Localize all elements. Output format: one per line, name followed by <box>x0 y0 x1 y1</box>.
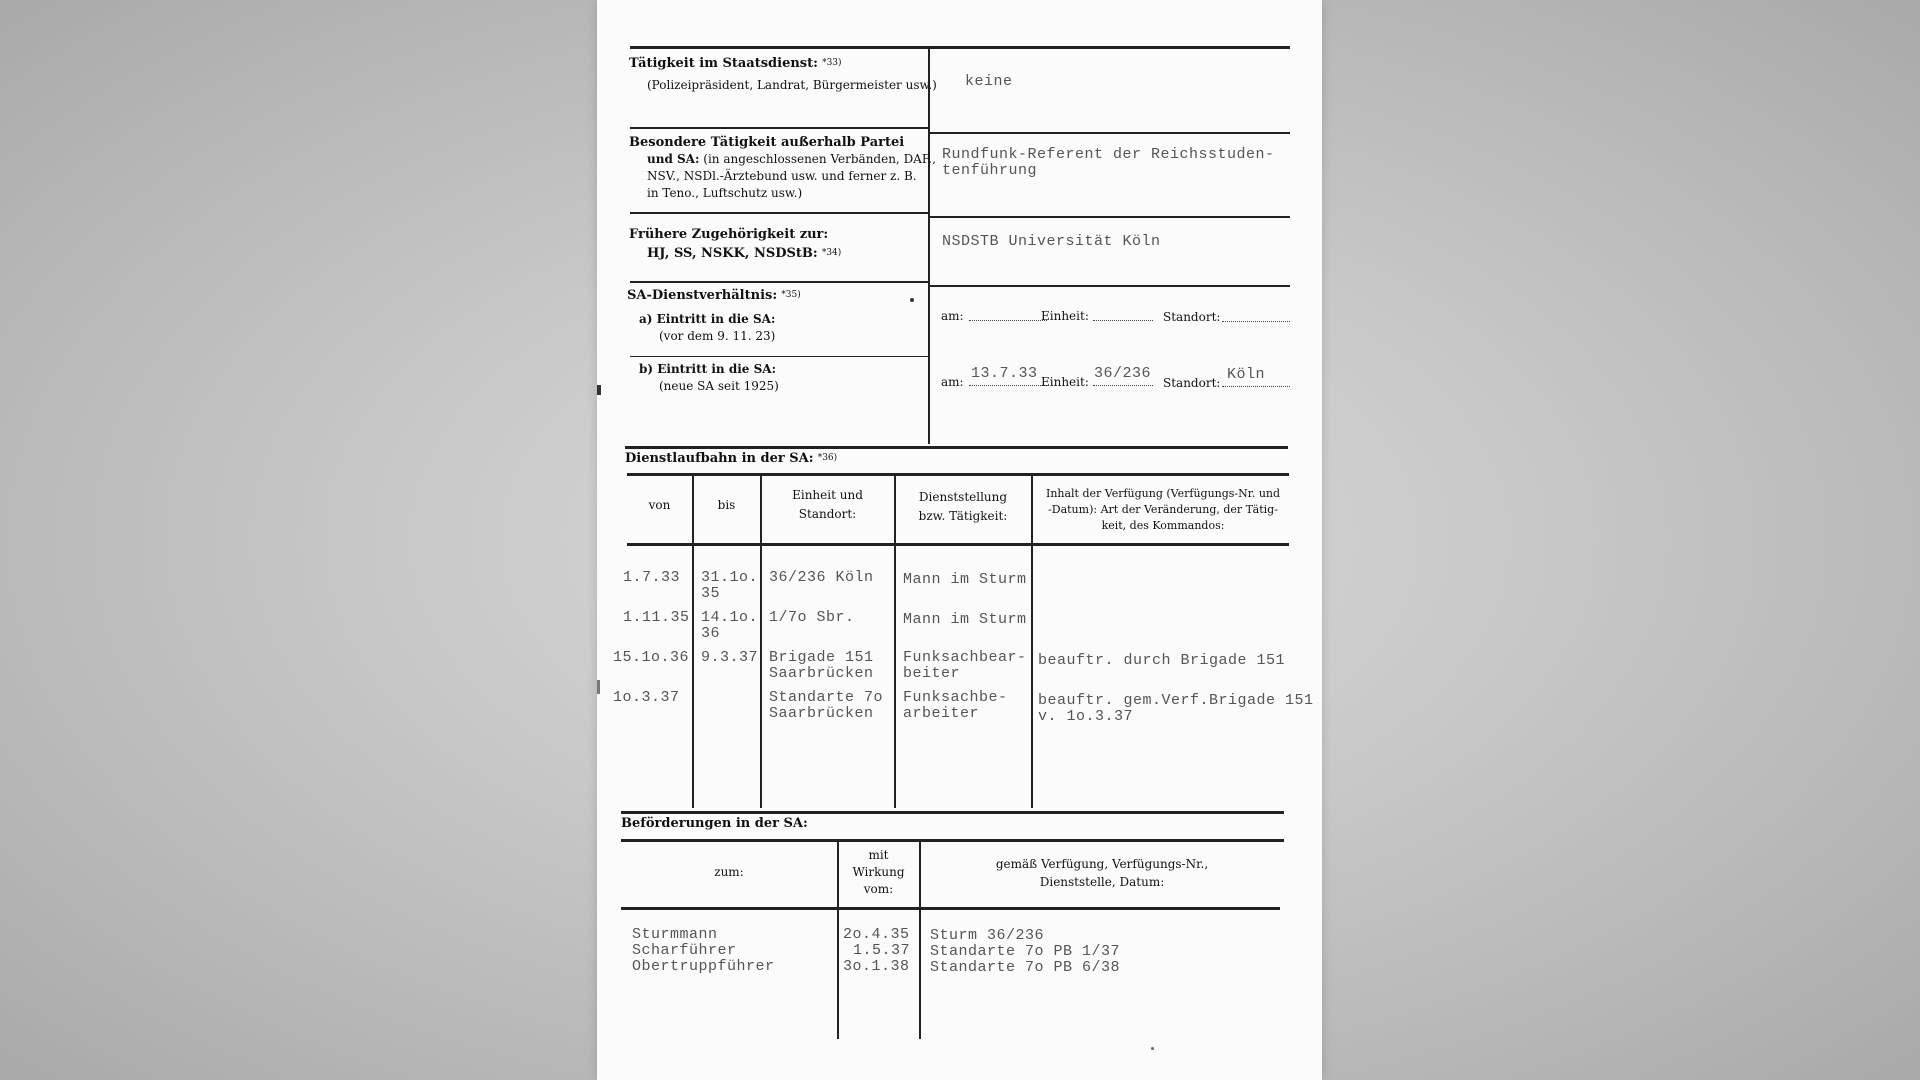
rule <box>928 216 1290 218</box>
cell-verf: Standarte 7o PB 1/37 <box>930 943 1121 960</box>
header-mit-2: Wirkung <box>852 865 905 879</box>
fruehere-value: NSDSTB Universität Köln <box>942 233 1161 250</box>
fruehere-label-2: HJ, SS, NSKK, NSDStB: $^{*34)}$ <box>647 246 842 261</box>
cell-dienst: Mann im Sturm <box>903 571 1027 588</box>
col-rule <box>1031 473 1033 808</box>
header-von: von <box>648 498 671 512</box>
befoerderungen-header-rule <box>621 907 1280 910</box>
header-inhalt-1: Inhalt der Verfügung (Verfügungs-Nr. und <box>1045 487 1281 500</box>
header-zum: zum: <box>714 865 744 879</box>
cell-zum: Obertruppführer <box>632 958 775 975</box>
header-mit-1: mit <box>868 848 889 862</box>
cell-einheit: 36/236 Köln <box>769 569 874 586</box>
fruehere-label: Frühere Zugehörigkeit zur: <box>629 227 829 242</box>
cell-von: 1.11.35 <box>623 609 690 626</box>
sa-a-standort-line <box>1222 321 1290 322</box>
sa-b-standort-value: Köln <box>1227 366 1266 383</box>
sa-a-label: a) Eintritt in die SA: <box>639 312 776 326</box>
binder-mark <box>597 385 601 395</box>
cell-verf: Sturm 36/236 <box>930 927 1045 944</box>
rule <box>928 285 1290 287</box>
sa-a-am-label: am: <box>941 309 964 323</box>
rule <box>630 127 928 129</box>
col-rule <box>760 473 762 808</box>
header-einheit-1: Einheit und <box>792 488 863 502</box>
besondere-sub1: und SA: (in angeschlossenen Verbänden, DAF., <box>647 152 936 166</box>
rule <box>928 132 1290 134</box>
sa-b-sub: (neue SA seit 1925) <box>659 379 779 393</box>
cell-bis: 31.1o. 35 <box>701 569 759 602</box>
main-divider <box>928 46 930 444</box>
besondere-value-2: tenführung <box>942 162 1038 179</box>
binder-mark <box>597 680 600 694</box>
cell-von: 1.7.33 <box>623 569 681 586</box>
laufbahn-top-rule <box>627 473 1289 476</box>
besondere-sub3: in Teno., Luftschutz usw.) <box>647 186 803 200</box>
besondere-sub2: NSV., NSDl.-Ärztebund usw. und ferner z. B. <box>647 169 917 183</box>
top-rule <box>630 46 1290 49</box>
cell-datum: 3o.1.38 <box>843 958 910 975</box>
sa-b-am-line <box>969 385 1047 386</box>
ink-dot <box>910 298 914 302</box>
cell-bis: 14.1o. 36 <box>701 609 759 642</box>
sa-b-am-label: am: <box>941 375 964 389</box>
cell-inhalt: beauftr. durch Brigade 151 <box>1038 652 1286 669</box>
staatsdienst-value: keine <box>965 73 1013 90</box>
sa-a-sub: (vor dem 9. 11. 23) <box>659 329 776 343</box>
besondere-value-1: Rundfunk-Referent der Reichsstuden- <box>942 146 1275 163</box>
cell-einheit: 1/7o Sbr. <box>769 609 855 626</box>
header-dienst-2: bzw. Tätigkeit: <box>918 509 1008 523</box>
cell-bis: 9.3.37 <box>701 649 759 666</box>
cell-verf: Standarte 7o PB 6/38 <box>930 959 1121 976</box>
rule <box>630 212 928 214</box>
cell-von: 15.1o.36 <box>613 649 690 666</box>
staatsdienst-label: Tätigkeit im Staatsdienst: $^{*33)}$ <box>629 56 842 71</box>
cell-datum: 2o.4.35 <box>843 926 910 943</box>
sa-b-label: b) Eintritt in die SA: <box>639 362 776 376</box>
laufbahn-bottom-rule <box>621 811 1284 814</box>
staatsdienst-sub: (Polizeipräsident, Landrat, Bürgermeister usw.) <box>647 78 937 92</box>
cell-von: 1o.3.37 <box>613 689 680 706</box>
sa-b-standort-line <box>1222 386 1290 387</box>
sa-b-einheit-label: Einheit: <box>1041 375 1089 389</box>
sa-dienst-label: SA-Dienstverhältnis: $^{*35)}$ <box>627 288 801 303</box>
cell-einheit: Brigade 151 Saarbrücken <box>769 649 874 682</box>
rule <box>630 356 928 357</box>
besondere-label: Besondere Tätigkeit außerhalb Partei <box>629 135 905 150</box>
header-gemaess-1: gemäß Verfügung, Verfügungs-Nr., <box>995 857 1209 871</box>
laufbahn-header-rule <box>627 543 1289 546</box>
sa-b-einheit-value: 36/236 <box>1094 365 1152 382</box>
header-mit-3: vom: <box>863 882 894 896</box>
ink-dot <box>1151 1047 1154 1050</box>
sa-b-am-value: 13.7.33 <box>971 365 1038 382</box>
header-bis: bis <box>717 498 736 512</box>
col-rule <box>692 473 694 808</box>
document-page <box>597 0 1322 1080</box>
sa-a-einheit-line <box>1093 320 1153 321</box>
header-gemaess-2: Dienststelle, Datum: <box>1039 875 1165 889</box>
sa-a-standort-label: Standort: <box>1163 310 1221 324</box>
sa-a-am-line <box>969 320 1047 321</box>
sa-a-einheit-label: Einheit: <box>1041 309 1089 323</box>
cell-einheit: Standarte 7o Saarbrücken <box>769 689 884 722</box>
rule <box>630 281 928 283</box>
laufbahn-title: Dienstlaufbahn in der SA: $^{*36)}$ <box>625 451 838 466</box>
cell-zum: Scharführer <box>632 942 737 959</box>
cell-dienst: Funksachbear- beiter <box>903 649 1027 682</box>
header-inhalt-3: keit, des Kommandos: <box>1101 519 1225 532</box>
cell-zum: Sturmmann <box>632 926 718 943</box>
befoerderungen-top-rule <box>621 839 1284 842</box>
sa-b-einheit-line <box>1093 385 1153 386</box>
cell-inhalt: beauftr. gem.Verf.Brigade 151 v. 1o.3.37 <box>1038 692 1314 725</box>
header-inhalt-2: -Datum): Art der Veränderung, der Tätig- <box>1048 503 1278 516</box>
cell-datum: 1.5.37 <box>853 942 911 959</box>
cell-dienst: Funksachbe- arbeiter <box>903 689 1008 722</box>
header-einheit-2: Standort: <box>798 507 857 521</box>
header-dienst-1: Dienststellung <box>918 490 1008 504</box>
befoerderungen-title: Beförderungen in der SA: <box>621 816 808 831</box>
rule <box>625 446 1288 449</box>
cell-dienst: Mann im Sturm <box>903 611 1027 628</box>
sa-b-standort-label: Standort: <box>1163 376 1221 390</box>
